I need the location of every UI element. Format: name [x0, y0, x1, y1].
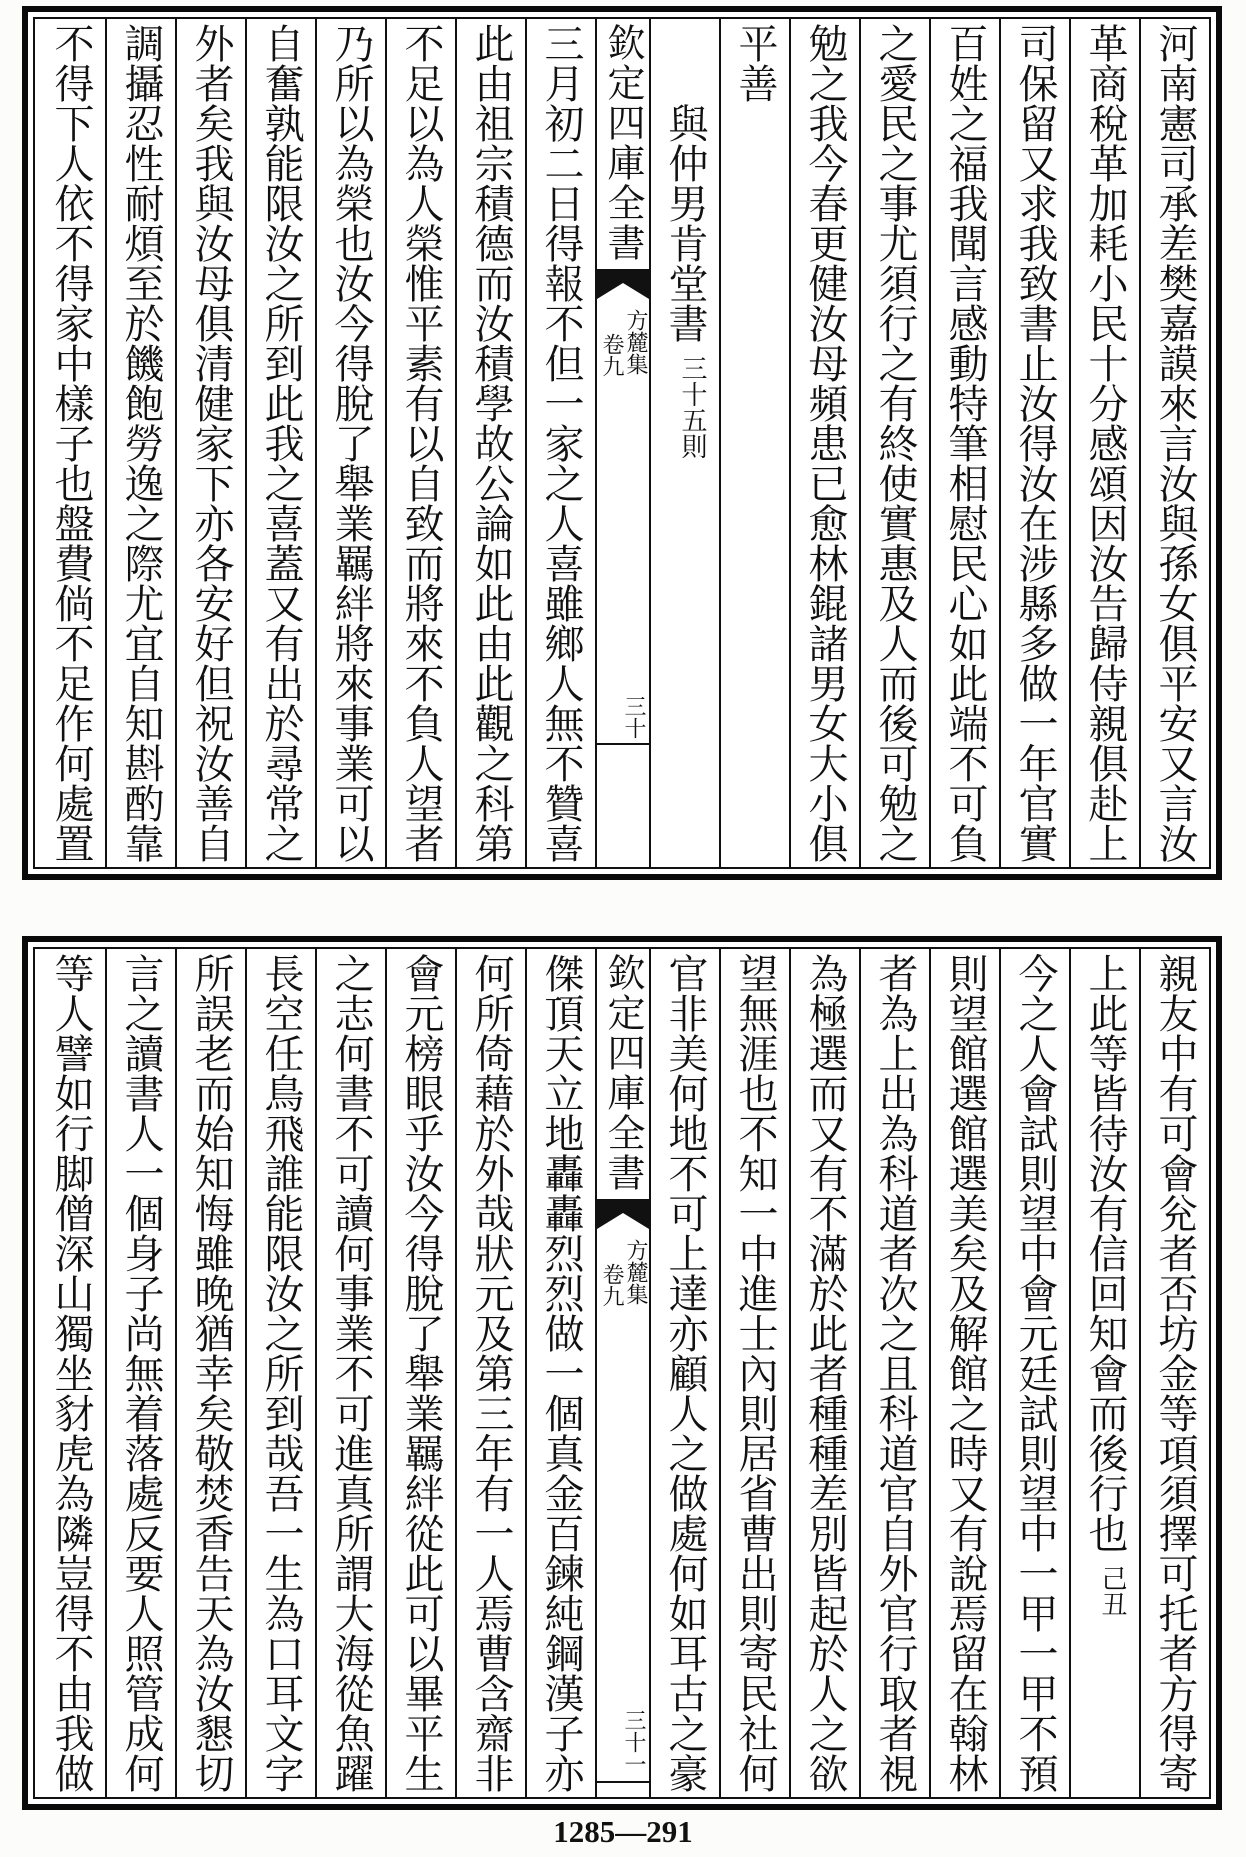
letter-count-note: 三十五則 — [677, 355, 707, 459]
text-column-with-date — [1069, 949, 1139, 1797]
fold-column — [595, 19, 649, 867]
fishtail-marker — [597, 269, 649, 301]
text-column: 不足以為人榮惟平素有以自致而將來不負人望者 — [385, 19, 455, 867]
bottom-page-panel — [22, 936, 1222, 1810]
juan-number: 卷九 — [599, 1263, 624, 1307]
fishtail-marker — [597, 1199, 649, 1231]
leaf-number: 三十一 — [621, 1709, 646, 1775]
fold-rule — [597, 743, 649, 745]
text-column: 不得下人依不得家中樣子也盤費倘不足作何處置 — [48, 23, 94, 863]
letter-title: 與仲男肯堂書 — [662, 103, 708, 343]
book-title: 方麓集 — [623, 309, 648, 375]
column-text: 上此等皆待汝有信回知會而後行也 — [1082, 953, 1128, 1553]
text-column: 等人譬如行脚僧深山獨坐豺虎為隣豈得不由我做 — [48, 953, 94, 1793]
text-column: 所誤老而始知悔雖晚猶幸矣敬焚香告天為汝懇切 — [175, 949, 245, 1797]
text-column: 今之人會試則望中會元廷試則望中一甲一甲不預 — [999, 949, 1069, 1797]
text-column: 司保留又求我致書止汝得汝在涉縣多做一年官實 — [999, 19, 1069, 867]
text-column: 言之讀書人一個身子尚無着落處反要人照管成何 — [105, 949, 175, 1797]
series-title: 欽定四庫全書 — [601, 23, 645, 263]
text-column: 百姓之福我聞言感動特筆相慰民心如此端不可負 — [929, 19, 999, 867]
text-column: 外者矣我與汝母俱清健家下亦各安好但祝汝善自 — [175, 19, 245, 867]
text-column: 望無涯也不知一中進士內則居省曹出則寄民社何 — [719, 949, 789, 1797]
text-column: 調攝忍性耐煩至於饑飽勞逸之際尤宜自知斟酌靠 — [105, 19, 175, 867]
juan-number: 卷九 — [599, 333, 624, 377]
text-column: 之愛民之事尤須行之有終使實惠及人而後可勉之 — [859, 19, 929, 867]
top-page-frame — [33, 17, 1211, 869]
page-code: 1285—291 — [553, 1814, 693, 1849]
text-column: 河南憲司承差樊嘉謨來言汝與孫女俱平安又言汝 — [1139, 19, 1209, 867]
text-column: 官非美何地不可上達亦顧人之做處何如耳古之豪 — [649, 949, 719, 1797]
book-title: 方麓集 — [623, 1239, 648, 1305]
text-column: 革商稅革加耗小民十分感頌因汝告歸侍親俱赴上 — [1069, 19, 1139, 867]
text-column: 親友中有可會兊者否坊金等項須擇可托者方得寄 — [1139, 949, 1209, 1797]
text-column: 為極選而又有不滿於此者種種差別皆起於人之欲 — [789, 949, 859, 1797]
text-column: 三月初二日得報不但一家之人喜雖鄉人無不贊喜 — [525, 19, 595, 867]
series-title: 欽定四庫全書 — [601, 953, 645, 1193]
leaf-number: 三十 — [621, 695, 646, 739]
text-column: 自奮孰能限汝之所到此我之喜蓋又有出於尋常之 — [245, 19, 315, 867]
text-column: 何所倚藉於外哉狀元及第三年有一人焉曹含齋非 — [455, 949, 525, 1797]
text-column: 乃所以為榮也汝今得脫了舉業羈絆將來事業可以 — [315, 19, 385, 867]
text-column: 之志何書不可讀何事業不可進真所謂大海從魚躍 — [315, 949, 385, 1797]
text-column: 長空任鳥飛誰能限汝之所到哉吾一生為口耳文字 — [245, 949, 315, 1797]
text-column: 則望館選館選美矣及解館之時又有說焉留在翰林 — [929, 949, 999, 1797]
text-column: 者為上出為科道者次之且科道官自外官行取者視 — [859, 949, 929, 1797]
fold-column — [595, 949, 649, 1797]
top-page-panel — [22, 6, 1222, 880]
text-column: 會元榜眼乎汝今得脫了舉業羈絆從此可以畢平生 — [385, 949, 455, 1797]
text-column: 傑頂天立地轟轟烈烈做一個真金百鍊純鋼漢子亦 — [525, 949, 595, 1797]
text-column: 平善 — [719, 19, 789, 867]
letter-heading-column — [649, 19, 719, 867]
date-note: 己丑 — [1097, 1565, 1127, 1617]
text-column: 勉之我今春更健汝母頻患已愈林錕諸男女大小俱 — [789, 19, 859, 867]
bottom-page-frame — [33, 947, 1211, 1799]
fold-rule — [597, 1781, 649, 1783]
text-column: 此由祖宗積德而汝積學故公論如此由此觀之科第 — [455, 19, 525, 867]
